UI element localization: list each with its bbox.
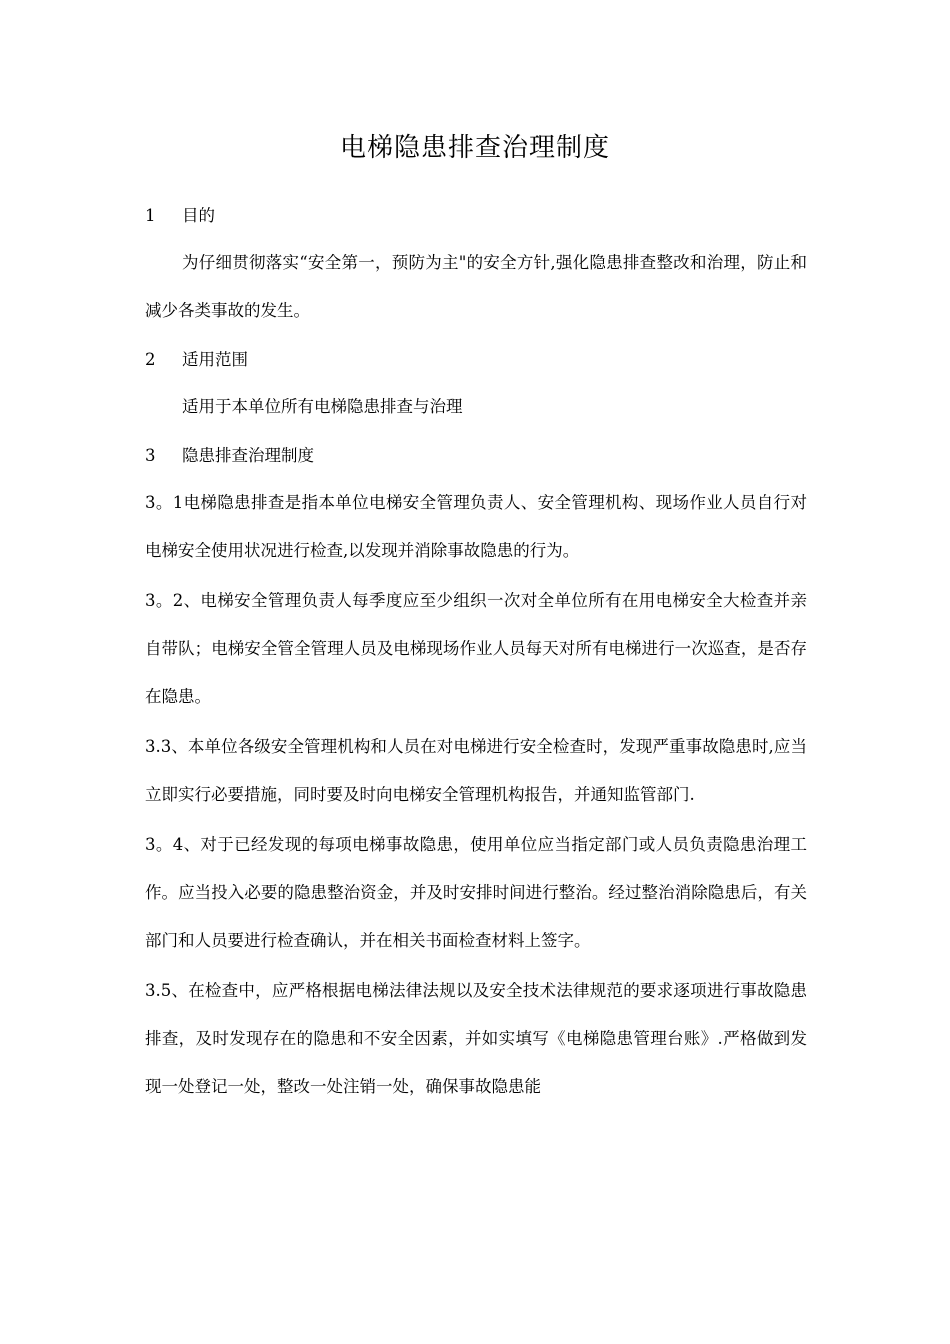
section-paragraph-scope: 适用于本单位所有电梯隐患排查与治理: [182, 397, 463, 416]
section-number: 3: [145, 446, 156, 465]
section-number: 1: [145, 206, 156, 225]
section-number: 2: [145, 350, 156, 369]
section-title: 目的: [182, 206, 215, 225]
clause-3-4: 3。4、对于已经发现的每项电梯事故隐患，使用单位应当指定部门或人员负责隐患治理工作。应当投入必要的隐患整治资金，并及时安排时间进行整治。经过整治消除隐患后，有关部门和人员要进行检查确认，并在相关书面检查材料上签字。: [145, 835, 807, 950]
section-heading-scope: [145, 337, 807, 383]
document-body: [145, 193, 807, 1113]
section-title: 隐患排查治理制度: [182, 446, 314, 465]
section-paragraph-purpose: 为仔细贯彻落实“安全第一，预防为主"的安全方针,强化隐患排查整改和治理，防止和减少各类事故的发生。: [145, 253, 807, 320]
clause-3-1: 3。1电梯隐患排查是指本单位电梯安全管理负责人、安全管理机构、现场作业人员自行对电梯安全使用状况进行检查,以发现并消除事故隐患的行为。: [145, 493, 807, 560]
clause-3-5: 3.5、在检查中，应严格根据电梯法律法规以及安全技术法律规范的要求逐项进行事故隐患排查，及时发现存在的隐患和不安全因素，并如实填写《电梯隐患管理台账》.严格做到发现一处登记一处，整改一处注销一处，确保事故隐患能: [145, 981, 807, 1096]
section-heading-system: [145, 433, 807, 479]
section-title: 适用范围: [182, 350, 248, 369]
clause-3-2: 3。2、电梯安全管理负责人每季度应至少组织一次对全单位所有在用电梯安全大检查并亲自带队；电梯安全管全管理人员及电梯现场作业人员每天对所有电梯进行一次巡查，是否存在隐患。: [145, 591, 807, 706]
document-title: 电梯隐患排查治理制度: [339, 133, 610, 163]
clause-3-3: 3.3、本单位各级安全管理机构和人员在对电梯进行安全检查时，发现严重事故隐患时,应当立即实行必要措施，同时要及时向电梯安全管理机构报告，并通知监管部门.: [145, 737, 807, 804]
section-heading-purpose: [145, 193, 807, 239]
